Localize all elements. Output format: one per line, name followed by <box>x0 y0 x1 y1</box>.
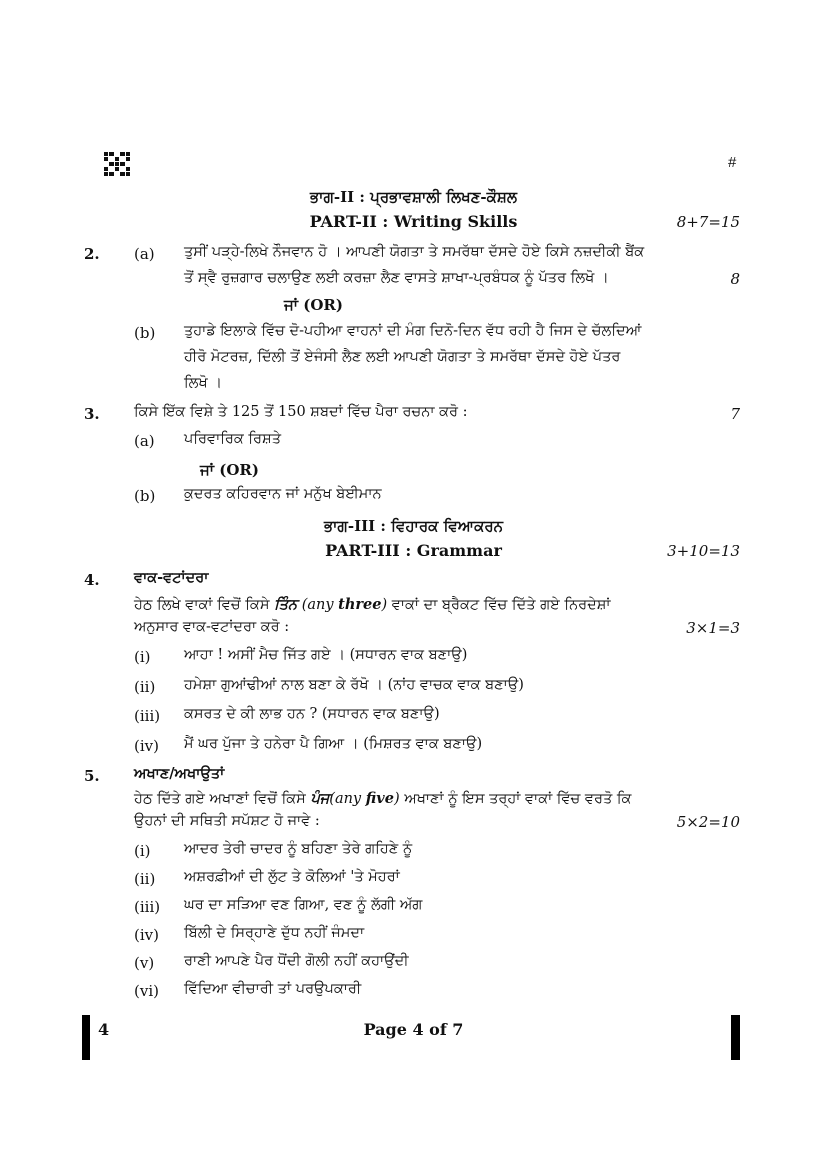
text-line: ਤੋਂ ਸ੍ਵੈ ਰੁਜ਼ਗਾਰ ਚਲਾਉਣ ਲਈ ਕਰਜ਼ਾ ਲੈਣ ਵਾਸਤੇ ਸ਼ਾਖਾ-ਪ੍ਰਬੰਧਕ ਨੂੰ ਪੱਤਰ ਲਿਖੋ । <box>184 270 609 286</box>
question-marks: 7 <box>730 405 740 423</box>
footer-page-number: 4 <box>98 1020 110 1039</box>
question-heading: ਅਖਾਣ/ਅਖਾਉਤਾਂ <box>134 765 225 782</box>
intro-english: (any <box>297 597 339 613</box>
text-line: ਤੁਸੀਂ ਪੜ੍ਹੇ-ਲਿਖੇ ਨੌਜਵਾਨ ਹੋ । ਆਪਣੀ ਯੋਗਤਾ ਤੇ ਸਮਰੱਥਾ ਦੱਸਦੇ ਹੋਏ ਕਿਸੇ ਨਜ਼ਦੀਕੀ ਬੈਂਕ <box>184 244 645 260</box>
item-label: (iv) <box>134 926 159 944</box>
intro-english: (any <box>329 791 366 807</box>
part3-marks: 3+10=13 <box>667 542 740 560</box>
question-marks: 8 <box>730 270 740 288</box>
option-label: (b) <box>134 324 156 342</box>
part2-title-punjabi: ਭਾਗ-II : ਪ੍ਰਭਾਵਸ਼ਾਲੀ ਲਿਖਣ-ਕੌਸ਼ਲ <box>309 188 517 206</box>
item-text: ਮੈਂ ਘਰ ਪੁੱਜਾ ਤੇ ਹਨੇਰਾ ਪੈ ਗਿਆ । (ਮਿਸ਼ਰਤ ਵਾਕ ਬਣਾਉ) <box>184 735 483 752</box>
text-line: ਹੀਰੋ ਮੋਟਰਜ਼, ਦਿੱਲੀ ਤੋਂ ਏਜੰਸੀ ਲੈਣ ਲਈ ਆਪਣੀ ਯੋਗਤਾ ਤੇ ਸਮਰੱਥਾ ਦੱਸਦੇ ਹੋਏ ਪੱਤਰ <box>184 349 621 365</box>
question-marks: 5×2=10 <box>676 813 740 831</box>
item-text: ਅਸ਼ਰਫ਼ੀਆਂ ਦੀ ਲੁੱਟ ਤੇ ਕੋਲਿਆਂ 'ਤੇ ਮੋਹਰਾਂ <box>184 869 400 885</box>
item-text: ਵਿੱਦਿਆ ਵੀਚਾਰੀ ਤਾਂ ਪਰਉਪਕਾਰੀ <box>184 981 362 997</box>
set-marker: # <box>728 154 737 171</box>
item-text: ਹਮੇਸ਼ਾ ਗੁਆਂਢੀਆਂ ਨਾਲ ਬਣਾ ਕੇ ਰੱਖੋ । (ਨਾਂਹ ਵਾਚਕ ਵਾਕ ਬਣਾਉ) <box>184 676 524 693</box>
intro-text: ਅਖਾਣਾਂ ਨੂੰ ਇਸ ਤਰ੍ਹਾਂ ਵਾਕਾਂ ਵਿੱਚ ਵਰਤੋ ਕਿ <box>399 791 632 807</box>
item-text: ਆਹਾ ! ਅਸੀਂ ਮੈਚ ਜਿੱਤ ਗਏ । (ਸਧਾਰਨ ਵਾਕ ਬਣਾਉ) <box>184 647 468 663</box>
item-label: (i) <box>134 842 151 860</box>
intro-english-end: ) <box>381 597 388 613</box>
intro-english-bold: three <box>338 596 382 613</box>
item-label: (ii) <box>134 677 156 696</box>
item-text: ਕਸਰਤ ਦੇ ਕੀ ਲਾਭ ਹਨ ? (ਸਧਾਰਨ ਵਾਕ ਬਣਾਉ) <box>184 706 440 722</box>
text-line: ਲਿਖੋ । <box>184 375 223 391</box>
question-marks: 3×1=3 <box>686 619 740 637</box>
intro-emphasis: ਪੰਜ <box>310 790 330 807</box>
item-label: (iii) <box>134 898 161 916</box>
item-text: ਬਿੱਲੀ ਦੇ ਸਿਰ੍ਹਾਣੇ ਦੁੱਧ ਨਹੀਂ ਜੰਮਦਾ <box>184 925 365 941</box>
intro-english-end: ) <box>393 791 400 807</box>
question-text: ਕਿਸੇ ਇੱਕ ਵਿਸ਼ੇ ਤੇ 125 ਤੋਂ 150 ਸ਼ਬਦਾਂ ਵਿੱਚ ਪੈਰਾ ਰਚਨਾ ਕਰੋ : <box>134 404 468 420</box>
question-number: 2. <box>84 245 100 263</box>
item-text: ਆਦਰ ਤੇਰੀ ਚਾਦਰ ਨੂੰ ਬਹਿਣਾ ਤੇਰੇ ਗਹਿਣੇ ਨੂੰ <box>184 841 413 857</box>
text-line: ਤੁਹਾਡੇ ਇਲਾਕੇ ਵਿੱਚ ਦੋ-ਪਹੀਆ ਵਾਹਨਾਂ ਦੀ ਮੰਗ ਦਿਨੋ-ਦਿਨ ਵੱਧ ਰਹੀ ਹੈ ਜਿਸ ਦੇ ਚੱਲਦਿਆਂ <box>184 323 642 339</box>
item-text: ਘਰ ਦਾ ਸੜਿਆ ਵਣ ਗਿਆ, ਵਣ ਨੂੰ ਲੱਗੀ ਅੱਗ <box>184 897 423 913</box>
item-label: (ii) <box>134 870 156 888</box>
item-label: (i) <box>134 648 151 666</box>
intro-text: ਹੇਠ ਲਿਖੇ ਵਾਕਾਂ ਵਿਚੋਂ ਕਿਸੇ <box>134 597 275 613</box>
part3-title-punjabi: ਭਾਗ-III : ਵਿਹਾਰਕ ਵਿਆਕਰਨ <box>323 517 504 535</box>
question-text <box>184 318 740 396</box>
footer-page-label: Page 4 of 7 <box>363 1020 464 1039</box>
question-intro-line: ਅਨੁਸਾਰ ਵਾਕ-ਵਟਾਂਦਰਾ ਕਰੋ : <box>134 619 290 635</box>
or-separator: ਜਾਂ (OR) <box>284 296 343 314</box>
item-label: (vi) <box>134 982 159 1000</box>
option-text: ਕੁਦਰਤ ਕਹਿਰਵਾਨ ਜਾਂ ਮਨੁੱਖ ਬੇਈਮਾਨ <box>184 486 382 502</box>
question-number: 5. <box>84 767 100 785</box>
part2-marks: 8+7=15 <box>676 213 740 231</box>
intro-emphasis: ਤਿੰਨ <box>274 596 298 613</box>
item-text: ਰਾਣੀ ਆਪਣੇ ਪੈਰ ਧੋਂਦੀ ਗੋਲੀ ਨਹੀਂ ਕਹਾਉਂਦੀ <box>184 953 409 969</box>
qr-code <box>104 152 130 176</box>
item-label: (iii) <box>134 707 161 725</box>
intro-english-bold: five <box>365 790 394 807</box>
item-label: (iv) <box>134 736 159 755</box>
option-label: (a) <box>134 245 155 263</box>
item-label: (v) <box>134 954 155 972</box>
intro-text: ਹੇਠ ਦਿੱਤੇ ਗਏ ਅਖਾਣਾਂ ਵਿਚੋਂ ਕਿਸੇ <box>134 791 311 807</box>
part3-title-english: PART-III : Grammar <box>325 541 502 560</box>
option-label: (a) <box>134 432 155 450</box>
part2-title-english: PART-II : Writing Skills <box>309 212 518 231</box>
question-number: 4. <box>84 571 100 589</box>
intro-text: ਵਾਕਾਂ ਦਾ ਬ੍ਰੈਕਟ ਵਿੱਚ ਦਿੱਤੇ ਗਏ ਨਿਰਦੇਸ਼ਾਂ <box>387 597 611 613</box>
or-separator: ਜਾਂ (OR) <box>200 461 259 479</box>
question-heading: ਵਾਕ-ਵਟਾਂਦਰਾ <box>134 569 209 586</box>
option-text: ਪਰਿਵਾਰਿਕ ਰਿਸ਼ਤੇ <box>184 431 281 447</box>
question-text <box>184 239 740 291</box>
option-label: (b) <box>134 487 156 505</box>
question-intro-line: ਉਹਨਾਂ ਦੀ ਸਥਿਤੀ ਸਪੱਸ਼ਟ ਹੋ ਜਾਵੇ : <box>134 813 320 829</box>
question-number: 3. <box>84 405 100 423</box>
